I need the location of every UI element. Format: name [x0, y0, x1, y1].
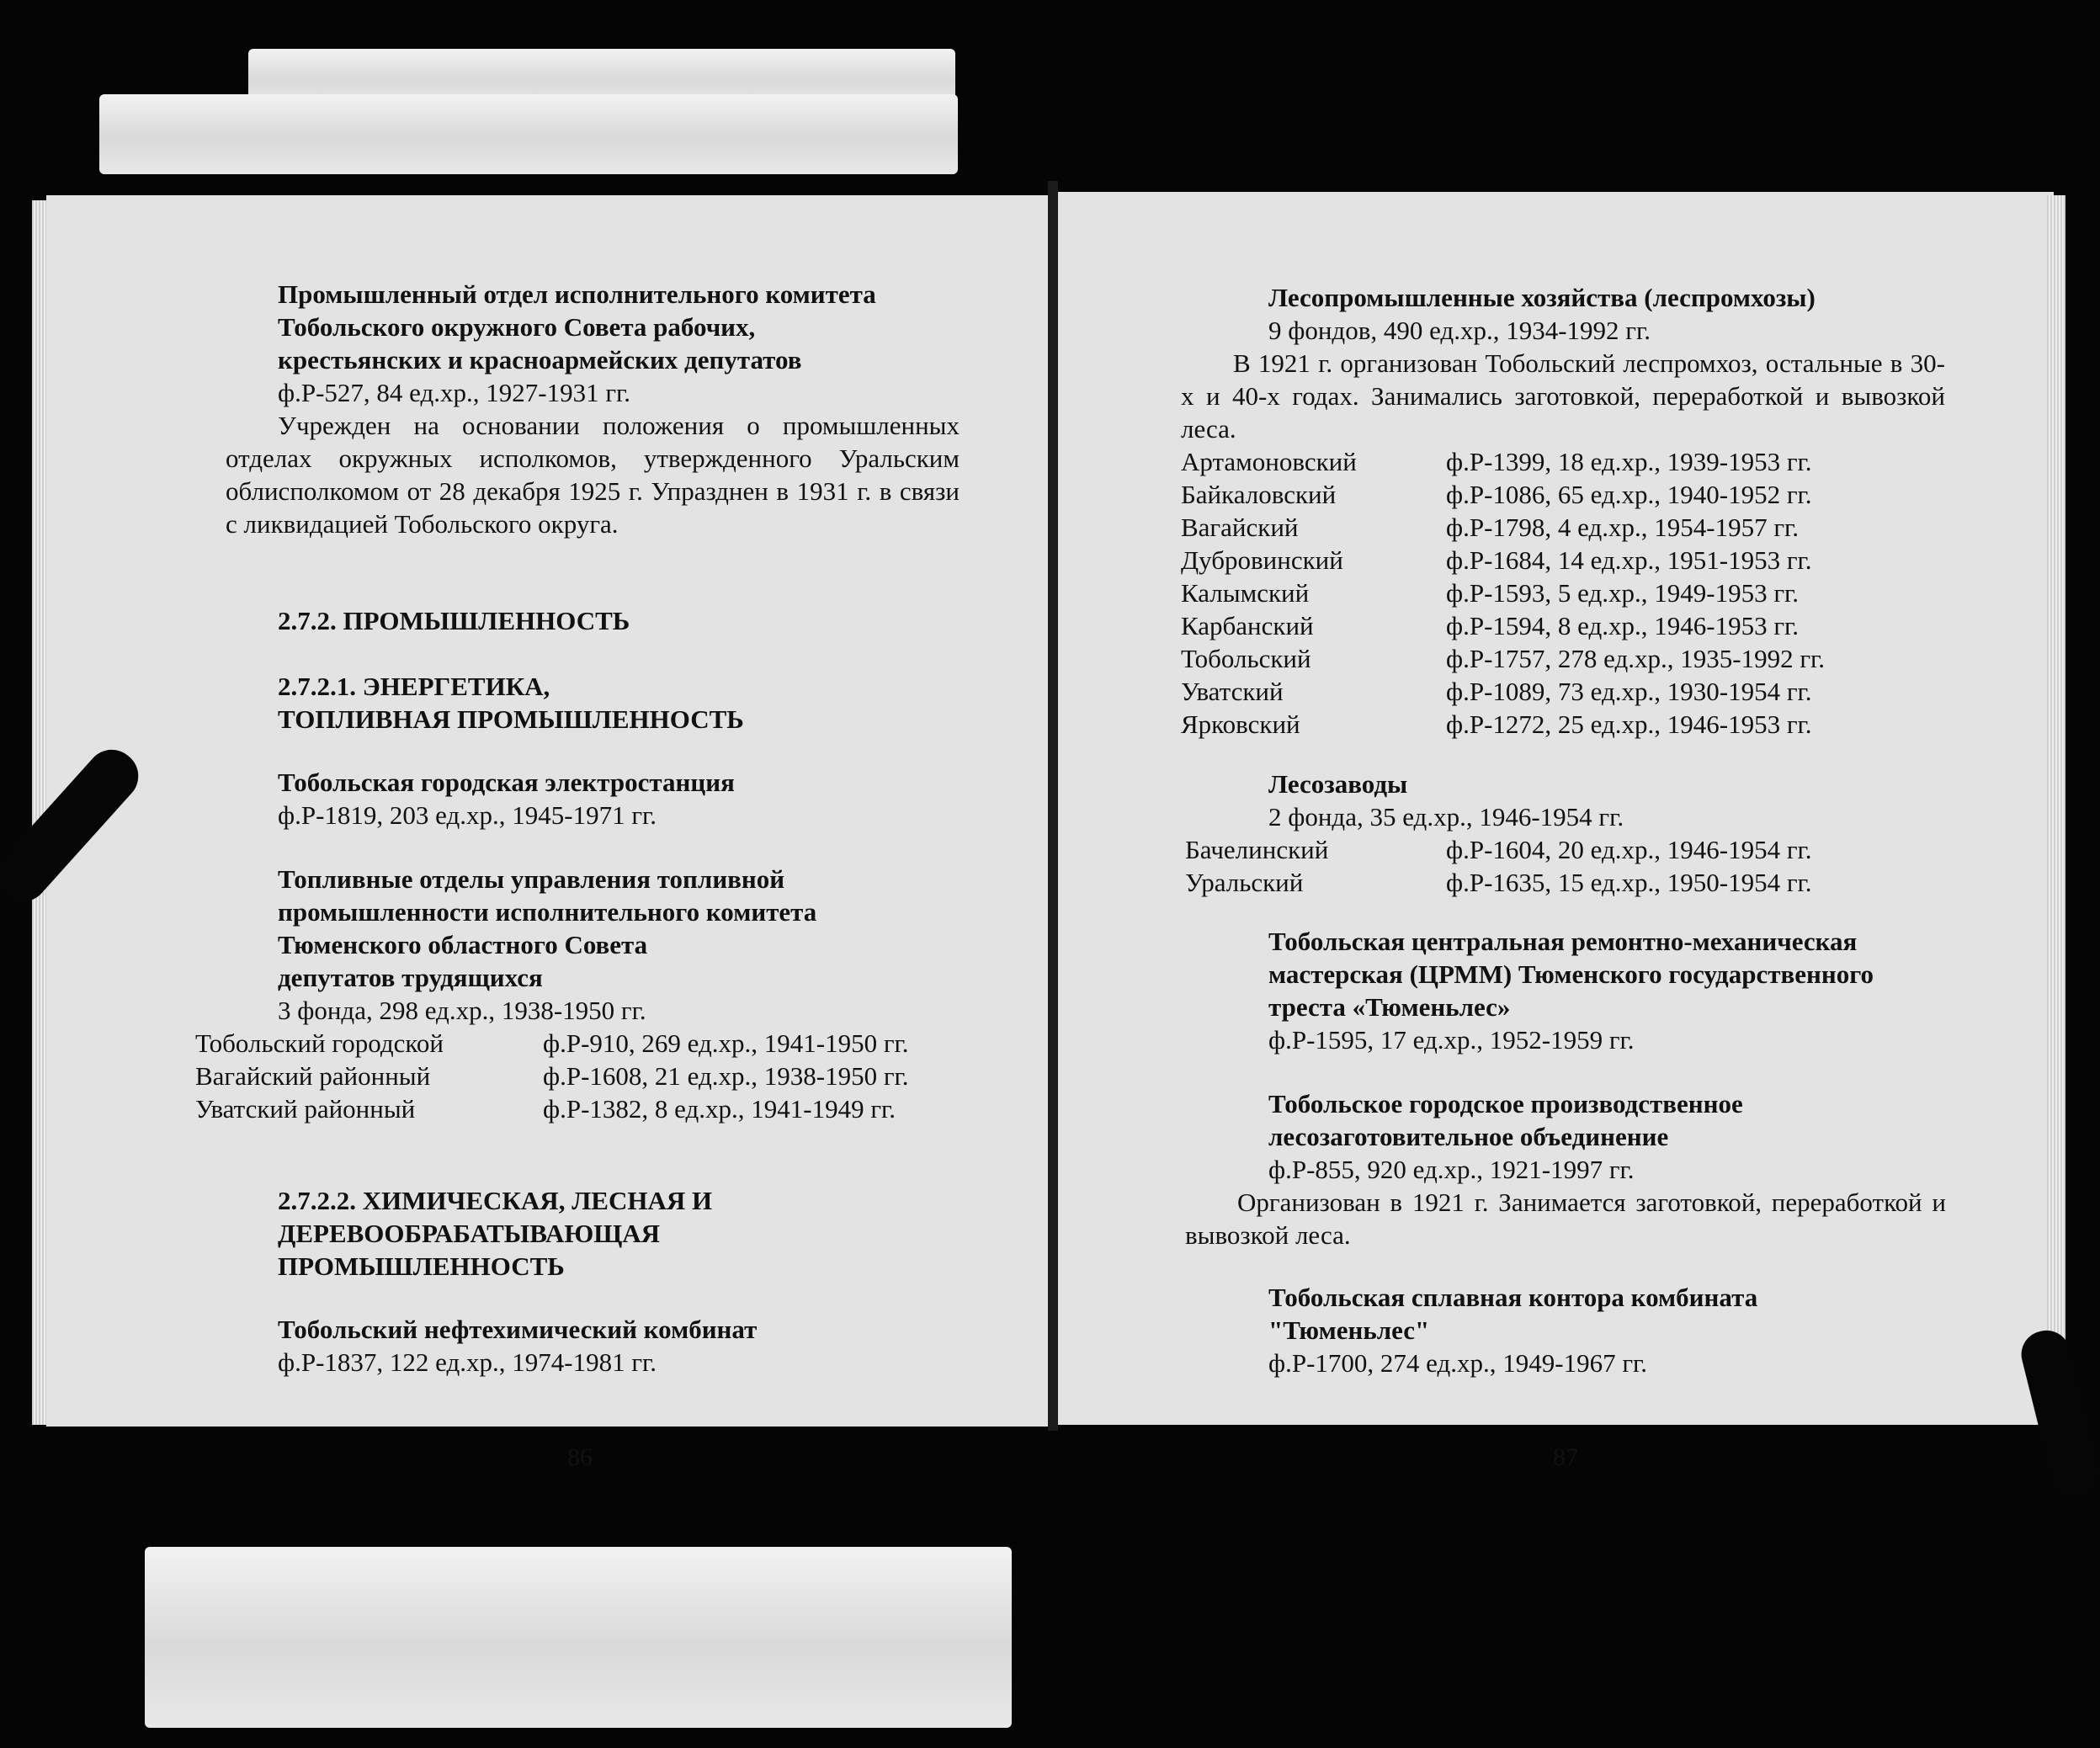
section-heading-2-7-2-2-line3: ПРОМЫШЛЕННОСТЬ: [278, 1251, 565, 1281]
lespromhoz-row-fund: ф.Р-1757, 278 ед.хр., 1935-1992 гг.: [1446, 644, 1826, 673]
section-heading-2-7-2-1-line2: ТОПЛИВНАЯ ПРОМЫШЛЕННОСТЬ: [278, 704, 744, 734]
lespromhoz-row-fund: ф.Р-1086, 65 ед.хр., 1940-1952 гг.: [1446, 480, 1812, 509]
prom-otdel-description: Учрежден на основании положения о промышленных отделах окружных исполкомов, утвержденного Уральским облисполкомом от 28 декабря 1925 г. Упразднен в 1931 г. в связи с ликвидацией Тобольского округа.: [226, 411, 960, 539]
lespromhoz-row-name: Ярковский: [1181, 709, 1300, 739]
lesozavody-row-fund: ф.Р-1604, 20 ед.хр., 1946-1954 гг.: [1446, 835, 1812, 864]
lespromhoz-row-fund: ф.Р-1593, 5 ед.хр., 1949-1953 гг.: [1446, 578, 1800, 608]
lespromhoz-heading: Лесопромышленные хозяйства (леспромхозы): [1268, 283, 1816, 312]
page-number-right: 87: [1553, 1443, 1578, 1471]
neft-fund: ф.Р-1837, 122 ед.хр., 1974-1981 гг.: [278, 1347, 657, 1377]
lpo-heading-1: Тобольское городское производственное: [1268, 1089, 1743, 1118]
lespromhoz-row-name: Калымский: [1181, 578, 1310, 608]
lpo-heading-2: лесозаготовительное объединение: [1268, 1122, 1669, 1151]
prom-otdel-heading-1: Промышленный отдел исполнительного комитета: [278, 279, 876, 309]
fuel-heading-3: Тюменского областного Совета: [278, 930, 648, 959]
fuel-row-fund: ф.Р-910, 269 ед.хр., 1941-1950 гг.: [543, 1028, 909, 1058]
lespromhoz-row-name: Дубровинский: [1181, 545, 1343, 575]
lespromhoz-row-name: Артамоновский: [1181, 447, 1357, 476]
lespromhoz-row-fund: ф.Р-1399, 18 ед.хр., 1939-1953 гг.: [1446, 447, 1812, 476]
fuel-row-name: Вагайский районный: [195, 1061, 431, 1091]
lpo-description: Организован в 1921 г. Занимается заготовкой, переработкой и вывозкой леса.: [1185, 1187, 1946, 1250]
electro-fund: ф.Р-1819, 203 ед.хр., 1945-1971 гг.: [278, 800, 657, 830]
prom-otdel-fund: ф.Р-527, 84 ед.хр., 1927-1931 гг.: [278, 378, 631, 407]
lesozavody-summary: 2 фонда, 35 ед.хр., 1946-1954 гг.: [1268, 802, 1624, 831]
lespromhoz-row-fund: ф.Р-1272, 25 ед.хр., 1946-1953 гг.: [1446, 709, 1812, 739]
fuel-row-name: Тобольский городской: [195, 1028, 444, 1058]
crmm-heading-3: треста «Тюменьлес»: [1268, 992, 1511, 1022]
lesozavody-row-name: Уральский: [1185, 868, 1304, 897]
crmm-heading-2: мастерская (ЦРММ) Тюменского государственного: [1268, 959, 1874, 989]
lesozavody-row-name: Бачелинский: [1185, 835, 1329, 864]
right-page-edge: [2047, 195, 2065, 1424]
lespromhoz-row-name: Тобольский: [1181, 644, 1311, 673]
crmm-fund: ф.Р-1595, 17 ед.хр., 1952-1959 гг.: [1268, 1025, 1635, 1055]
book-gutter: [1048, 181, 1058, 1431]
foam-support-bottom: [145, 1547, 1012, 1728]
fuel-heading-2: промышленности исполнительного комитета: [278, 897, 817, 927]
lespromhoz-row-name: Уватский: [1181, 677, 1284, 706]
lesozavody-row-fund: ф.Р-1635, 15 ед.хр., 1950-1954 гг.: [1446, 868, 1812, 897]
fuel-row-name: Уватский районный: [195, 1094, 416, 1124]
splav-heading-2: "Тюменьлес": [1268, 1315, 1430, 1345]
section-heading-2-7-2-1-line1: 2.7.2.1. ЭНЕРГЕТИКА,: [278, 672, 550, 701]
section-heading-2-7-2-2-line2: ДЕРЕВООБРАБАТЫВАЮЩАЯ: [278, 1219, 661, 1248]
prom-otdel-heading-2: Тобольского окружного Совета рабочих,: [278, 312, 756, 342]
section-heading-2-7-2: 2.7.2. ПРОМЫШЛЕННОСТЬ: [278, 606, 630, 635]
neft-heading: Тобольский нефтехимический комбинат: [278, 1315, 758, 1344]
splav-heading-1: Тобольская сплавная контора комбината: [1268, 1283, 1758, 1312]
lespromhoz-row-name: Байкаловский: [1181, 480, 1337, 509]
prom-otdel-heading-3: крестьянских и красноармейских депутатов: [278, 345, 802, 375]
electro-heading: Тобольская городская электростанция: [278, 768, 735, 797]
lespromhoz-row-name: Карбанский: [1181, 611, 1314, 640]
lespromhoz-row-fund: ф.Р-1684, 14 ед.хр., 1951-1953 гг.: [1446, 545, 1812, 575]
lespromhoz-description: В 1921 г. организован Тобольский леспромхоз, остальные в 30-х и 40-х годах. Занимались заготовкой, переработкой и вывозкой леса.: [1181, 348, 1945, 444]
lespromhoz-summary: 9 фондов, 490 ед.хр., 1934-1992 гг.: [1268, 316, 1651, 345]
lespromhoz-row-name: Вагайский: [1181, 513, 1299, 542]
splav-fund: ф.Р-1700, 274 ед.хр., 1949-1967 гг.: [1268, 1348, 1648, 1378]
lespromhoz-row-fund: ф.Р-1798, 4 ед.хр., 1954-1957 гг.: [1446, 513, 1800, 542]
lespromhoz-row-fund: ф.Р-1594, 8 ед.хр., 1946-1953 гг.: [1446, 611, 1800, 640]
foam-support-top-front: [99, 94, 958, 174]
page-number-left: 86: [567, 1443, 593, 1471]
lesozavody-heading: Лесозаводы: [1268, 769, 1408, 799]
fuel-row-fund: ф.Р-1382, 8 ед.хр., 1941-1949 гг.: [543, 1094, 896, 1124]
fuel-summary: 3 фонда, 298 ед.хр., 1938-1950 гг.: [278, 996, 646, 1025]
crmm-heading-1: Тобольская центральная ремонтно-механическая: [1268, 927, 1858, 956]
lespromhoz-row-fund: ф.Р-1089, 73 ед.хр., 1930-1954 гг.: [1446, 677, 1812, 706]
fuel-heading-4: депутатов трудящихся: [278, 963, 543, 992]
section-heading-2-7-2-2-line1: 2.7.2.2. ХИМИЧЕСКАЯ, ЛЕСНАЯ И: [278, 1186, 713, 1215]
fuel-heading-1: Топливные отделы управления топливной: [278, 864, 785, 894]
lpo-fund: ф.Р-855, 920 ед.хр., 1921-1997 гг.: [1268, 1155, 1635, 1184]
fuel-row-fund: ф.Р-1608, 21 ед.хр., 1938-1950 гг.: [543, 1061, 909, 1091]
